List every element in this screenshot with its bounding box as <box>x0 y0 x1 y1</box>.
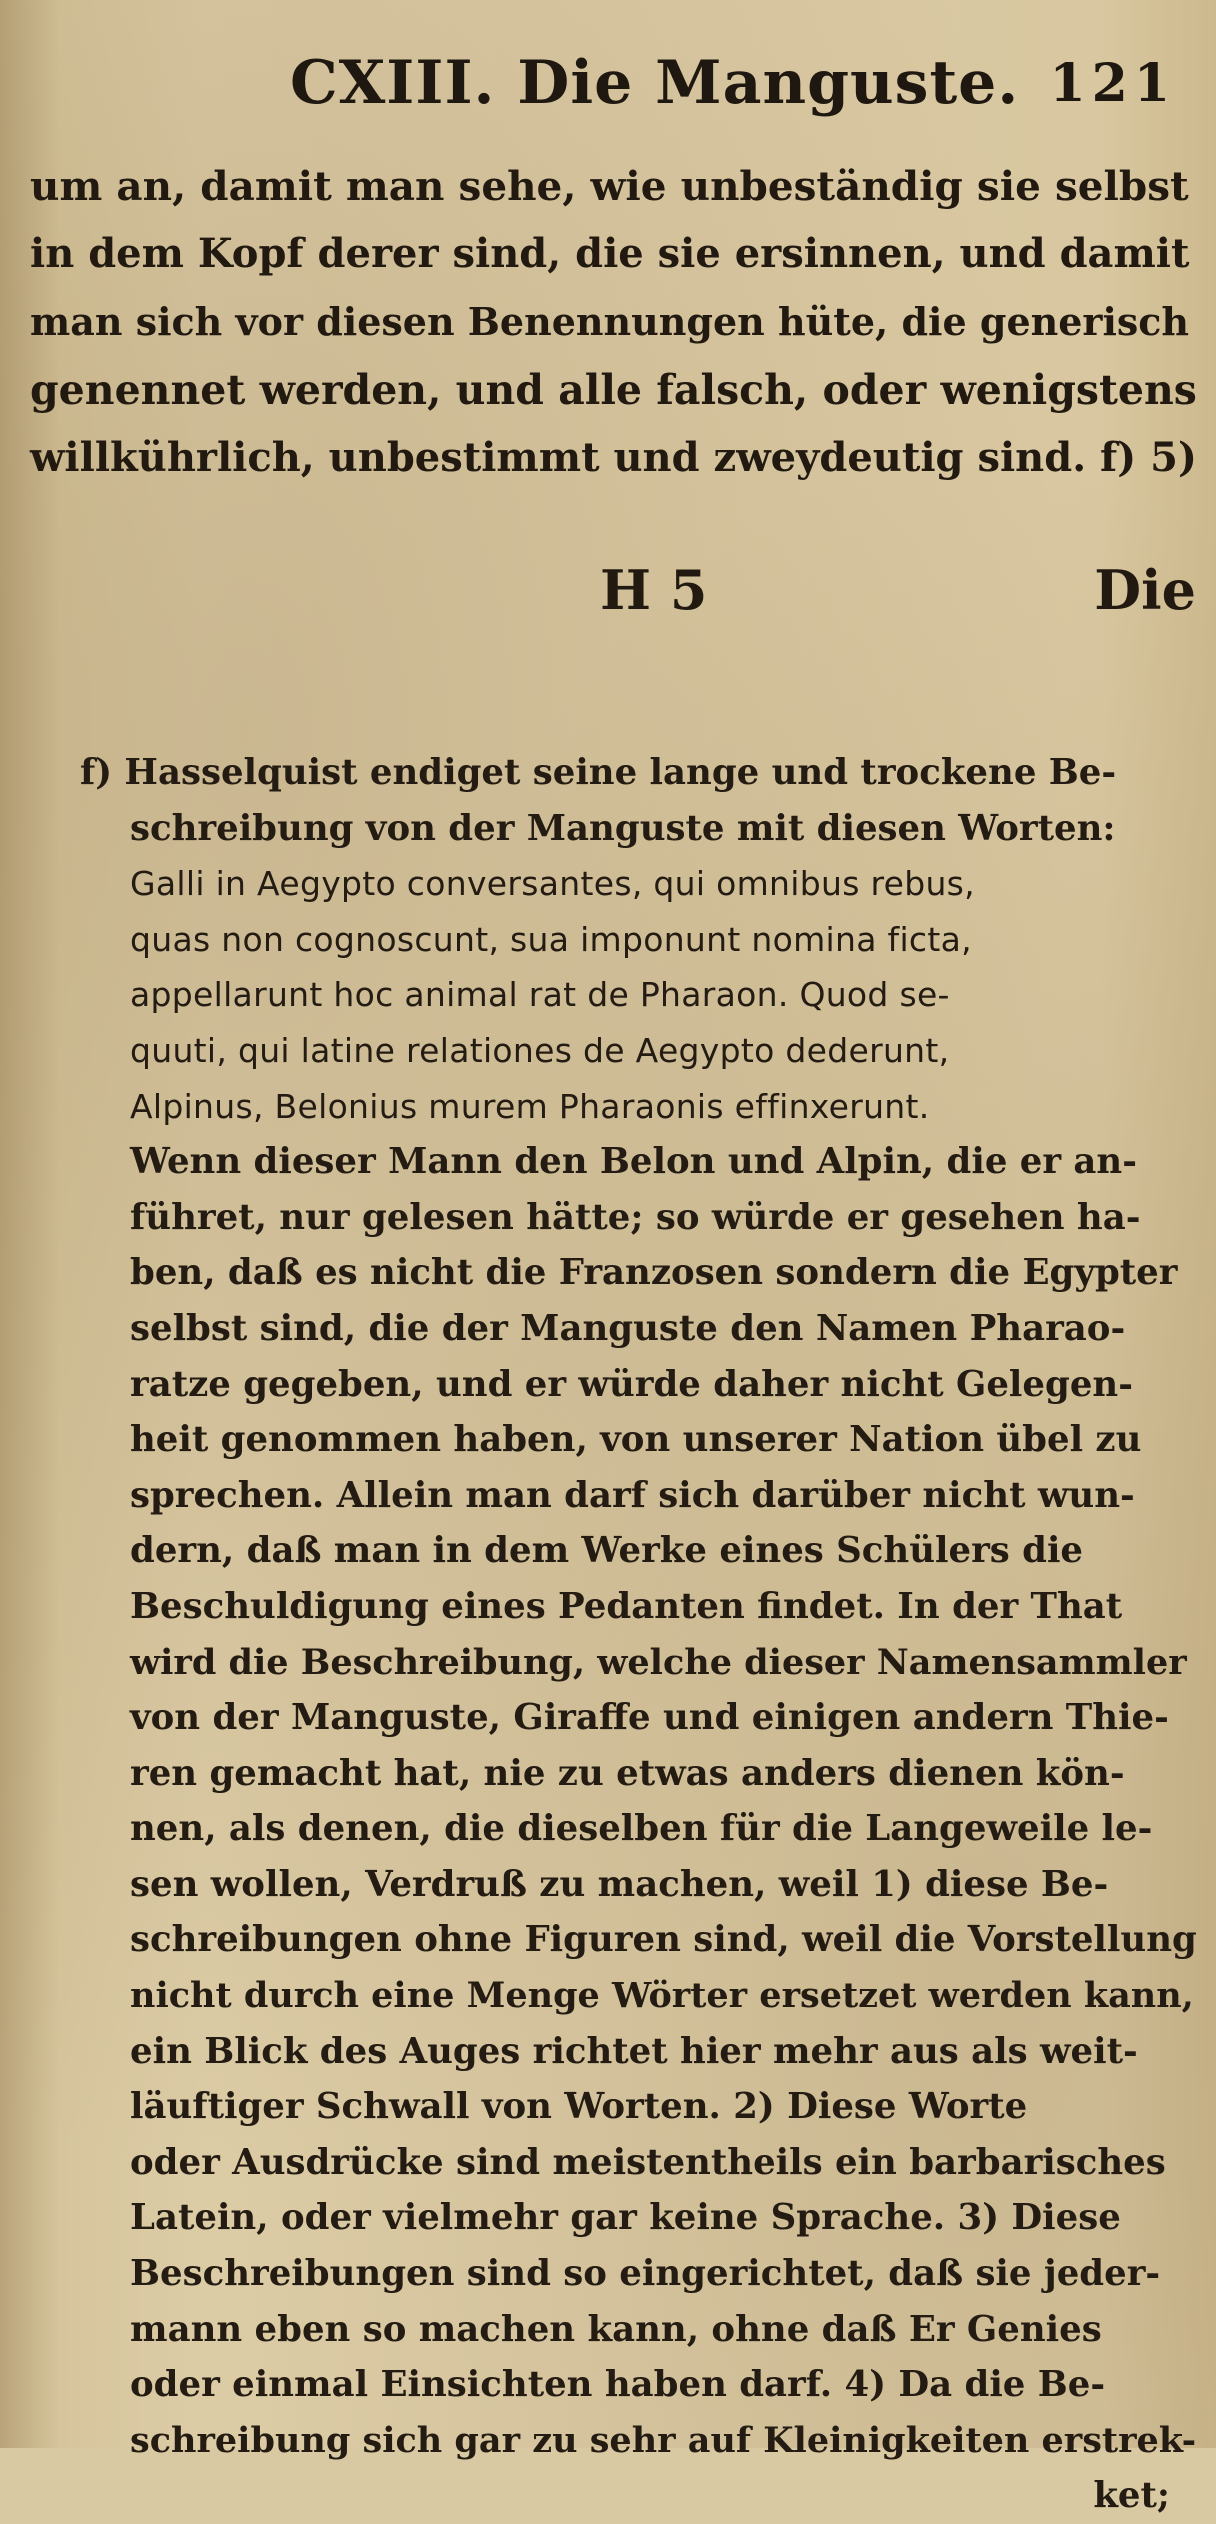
footnote-line: mann eben so machen kann, ohne daß Er Genies <box>130 2308 1102 2350</box>
footnote-line: schreibungen ohne Figuren sind, weil die Vorstellung <box>130 1919 1197 1961</box>
main-text-line: um an, damit man sehe, wie unbeständig sie selbst <box>30 162 1189 210</box>
footnote-line: Beschuldigung eines Pedanten findet. In der That <box>130 1585 1123 1627</box>
main-text-block <box>30 152 1200 492</box>
page-number: 121 <box>1049 52 1176 114</box>
main-text-line: genennet werden, und alle falsch, oder wenigstens <box>30 366 1197 414</box>
footnote-line: wird die Beschreibung, welche dieser Namensammler <box>130 1641 1187 1683</box>
printer-signature: H 5 <box>600 558 708 622</box>
catchword: Die <box>1094 558 1196 622</box>
footnote-line: selbst sind, die der Manguste den Namen Pharao- <box>130 1307 1126 1349</box>
footnote-last-line: ket; <box>1093 2475 1170 2517</box>
footnote-line: von der Manguste, Giraffe und einigen andern Thie- <box>130 1697 1169 1739</box>
footnote-line: läuftiger Schwall von Worten. 2) Diese Worte <box>130 2086 1028 2128</box>
footnote-line: sen wollen, Verdruß zu machen, weil 1) diese Be- <box>130 1863 1109 1905</box>
footnote-line-latin: Alpinus, Belonius murem Pharaonis effinxerunt. <box>130 1086 930 1126</box>
footnote-line: ren gemacht hat, nie zu etwas anders dienen kön- <box>130 1752 1125 1794</box>
footnote-line: schreibung sich gar zu sehr auf Kleinigkeiten erstrek- <box>130 2419 1197 2461</box>
signature-row <box>0 548 1216 638</box>
footnote-line-latin: quas non cognoscunt, sua imponunt nomina ficta, <box>130 919 972 959</box>
footnote-line: f) Hasselquist endiget seine lange und trockene Be- <box>80 752 1117 793</box>
footnote-line: schreibung von der Manguste mit diesen Worten: <box>130 807 1116 849</box>
footnote-line-latin: appellarunt hoc animal rat de Pharaon. Quod se- <box>130 975 950 1015</box>
footnote-line: dern, daß man in dem Werke eines Schülers die <box>130 1530 1084 1572</box>
footnote-line: Wenn dieser Mann den Belon und Alpin, die er an- <box>130 1141 1137 1183</box>
footnote-line: Beschreibungen sind so eingerichtet, daß sie jeder- <box>130 2253 1161 2295</box>
chapter-title: CXIII. Die Manguste. <box>290 48 1020 118</box>
footnote-line: sprechen. Allein man darf sich darüber nicht wun- <box>130 1474 1135 1516</box>
footnote-line: oder Ausdrücke sind meistentheils ein barbarisches <box>130 2141 1166 2183</box>
footnote-line: oder einmal Einsichten haben darf. 4) Da die Be- <box>130 2364 1106 2406</box>
footnote-line: ein Blick des Auges richtet hier mehr aus als weit- <box>130 2030 1138 2072</box>
footnote-line-latin: quuti, qui latine relationes de Aegypto dederunt, <box>130 1030 950 1070</box>
footnote-line: Latein, oder vielmehr gar keine Sprache. 3) Diese <box>130 2197 1121 2239</box>
page-header <box>290 38 1176 128</box>
footnote-line: führet, nur gelesen hätte; so würde er gesehen ha- <box>130 1196 1141 1238</box>
footnote-block <box>80 745 1200 2524</box>
footnote-line: heit genommen haben, von unserer Nation übel zu <box>130 1419 1142 1461</box>
footnote-line: nen, als denen, die dieselben für die Langeweile le- <box>130 1808 1153 1850</box>
footnote-line: nicht durch eine Menge Wörter ersetzet werden kann, <box>130 1975 1194 2017</box>
main-text-line: in dem Kopf derer sind, die sie ersinnen, und damit <box>30 230 1190 277</box>
footnote-line: ratze gegeben, und er würde daher nicht Gelegen- <box>130 1363 1133 1405</box>
footnote-line: ben, daß es nicht die Franzosen sondern die Egypter <box>130 1252 1178 1294</box>
main-text-line: man sich vor diesen Benennungen hüte, die generisch <box>30 299 1190 344</box>
footnote-line-latin: Galli in Aegypto conversantes, qui omnibus rebus, <box>130 864 975 904</box>
main-text-line: willkührlich, unbestimmt und zweydeutig sind. f) 5) <box>30 434 1197 481</box>
